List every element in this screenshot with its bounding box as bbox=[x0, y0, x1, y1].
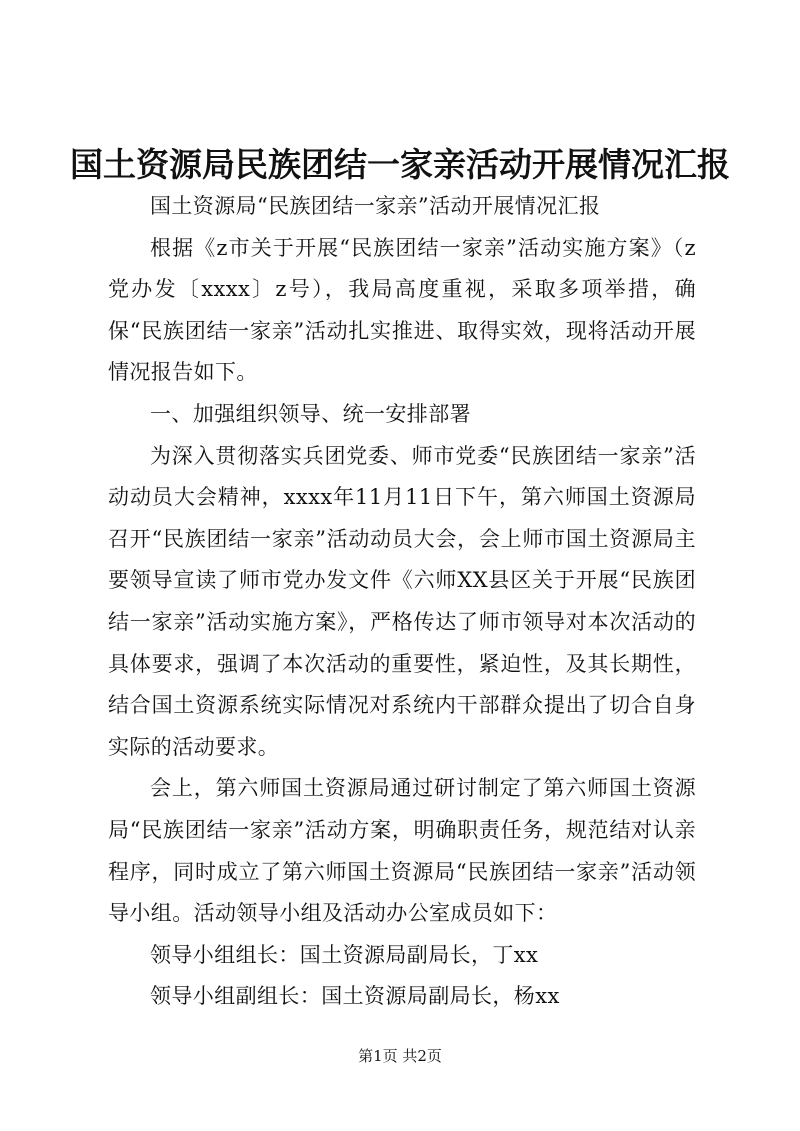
body-paragraph-plan: 会上，第六师国土资源局通过研讨制定了第六师国土资源局“民族团结一家亲”活动方案，明确职责任务，规范结对认亲程序，同时成立了第六师国土资源局“民族团结一家亲”活动领导小组。活动领导小组及活动办公室成员如下： bbox=[108, 776, 696, 926]
body-paragraph-leader: 领导小组组长：国土资源局副局长，丁xx bbox=[150, 942, 539, 967]
body-paragraph-deputy-leader: 领导小组副组长：国土资源局副局长，杨xx bbox=[150, 984, 560, 1009]
section-heading: 一、加强组织领导、统一安排部署 bbox=[150, 401, 471, 426]
body-paragraph-meeting: 为深入贯彻落实兵团党委、师市党委“民族团结一家亲”活动动员大会精神，xxxx年11月11日下午，第六师国土资源局召开“民族团结一家亲”活动动员大会，会上师市国土资源局主要领导宣读了师市党办发文件《六师XX县区关于开展“民族团结一家亲”活动实施方案》，严格传达了师市领导对本次活动的具体要求，强调了本次活动的重要性，紧迫性，及其长期性，结合国土资源系统实际情况对系统内干部群众提出了切合自身实际的活动要求。 bbox=[108, 443, 696, 759]
document-title: 国土资源局民族团结一家亲活动开展情况汇报 bbox=[70, 145, 730, 184]
page-number: 第1页 共2页 bbox=[358, 1047, 442, 1065]
body-paragraph-intro: 根据《z市关于开展“民族团结一家亲”活动实施方案》（z党办发〔xxxx〕z号），我局高度重视，采取多项举措，确保“民族团结一家亲”活动扎实推进、取得实效，现将活动开展情况报告如下。 bbox=[108, 235, 696, 385]
body-paragraph-subtitle: 国土资源局“民族团结一家亲”活动开展情况汇报 bbox=[150, 194, 601, 218]
document-body bbox=[108, 186, 696, 1018]
